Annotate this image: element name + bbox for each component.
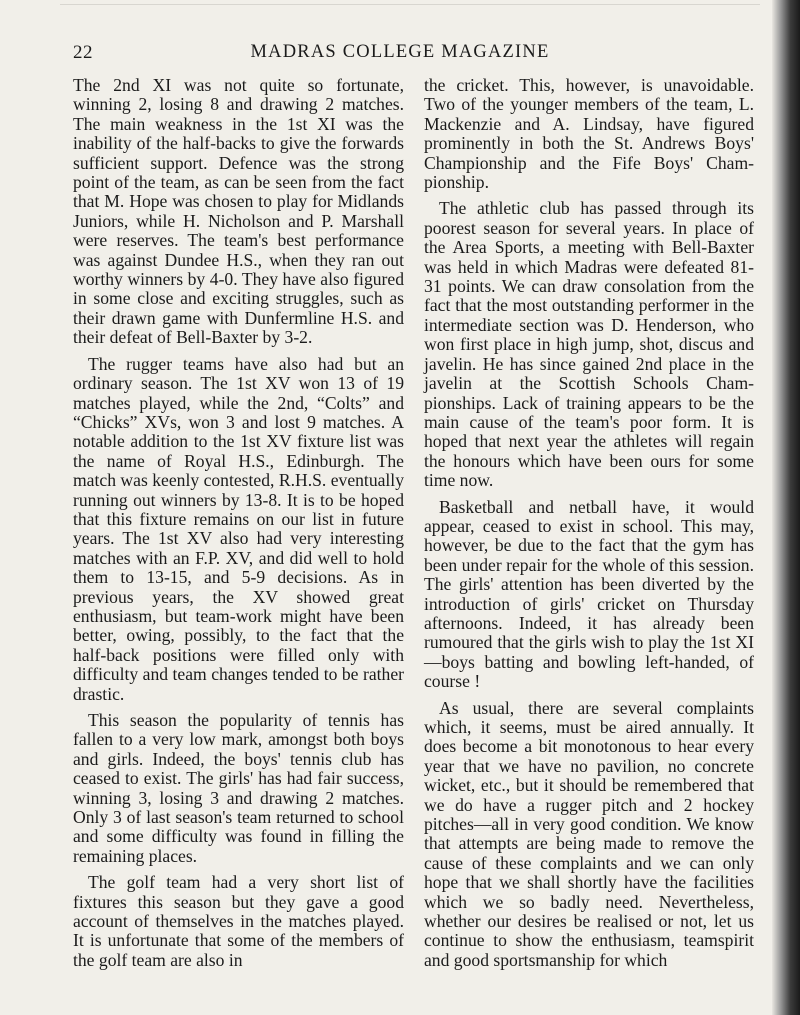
running-title: MADRAS COLLEGE MAGAZINE: [250, 42, 550, 62]
paragraph-golf-continued: the cricket. This, however, is unavoidable. Two of the younger members of the team, L. Mackenzie and A. Lindsay, have figured prominently in both the St. Andrews Boys' Championship and the Fife Boys' Championship.: [424, 75, 754, 193]
paragraph-basketball-netball: Basketball and netball have, it would appear, ceased to exist in school. This may, however, be due to the fact that the gym has been under repair for the whole of this session. The girls' attention has been diverted by the introduction of girls' cricket on Thursday afternoons. Indeed, it has already been rumoured that the girls wish to play the 1st XI—boys batting and bowling left-handed, of course !: [424, 496, 754, 692]
left-column: [73, 76, 404, 977]
paragraph-golf: The golf team had a very short list of fixtures this season but they gave a good account of themselves in the matches played. It is unfortunate that some of the members of the golf team are also in: [73, 872, 404, 970]
page-binding-edge: [772, 0, 800, 1015]
paragraph-football: The 2nd XI was not quite so fortunate, winning 2, losing 8 and drawing 2 matches. The main weakness in the 1st XI was the inability of the half-backs to give the forwards sufficient support. Defence was the strong point of the team, as can be seen from the fact that M. Hope was chosen to play for Midlands Juniors, while H. Nicholson and P. Marshall were reserves. The team's best performance was against Dundee H.S., when they ran out worthy winners by 4-0. They have also figured in some close and exciting struggles, such as their drawn game with Dunfermline H.S. and their defeat of Bell-Baxter by 3-2.: [73, 75, 404, 348]
top-rule: [60, 4, 760, 5]
right-column: [424, 76, 754, 977]
paragraph-athletics: The athletic club has passed through its poorest season for several years. In place of the Area Sports, a meeting with Bell-Baxter was held in which Madras were defeated 81-31 points. We can draw consolation from the fact that the most outstanding performer in the intermediate section was D. Henderson, who won first place in high jump, shot, discus and javelin. He has since gained 2nd place in the javelin at the Scottish Schools Championships. Lack of training appears to be the main cause of the team's poor form. It is hoped that next year the athletes will regain the honours which have been ours for some time now.: [424, 198, 754, 491]
paragraph-complaints: As usual, there are several complaints which, it seems, must be aired annually. It does become a bit monotonous to hear every year that we have no pavilion, no concrete wicket, etc., but it should be remembered that we do have a rugger pitch and 2 hockey pitches—all in very good condition. We know that attempts are being made to remove the cause of these complaints and we can only hope that we shall shortly have the facilities which we so badly need. Nevertheless, whether our desires be realised or not, let us continue to show the enthusiasm, teamspirit and good sportsmanship for which: [424, 697, 754, 970]
paragraph-rugger: The rugger teams have also had but an ordinary season. The 1st XV won 13 of 19 matches played, while the 2nd, “Colts” and “Chicks” XVs, won 3 and lost 9 matches. A notable addition to the 1st XV fixture list was the name of Royal H.S., Edinburgh. The match was keenly contested, R.H.S. eventually running out winners by 13-8. It is to be hoped that this fixture remains on our list in future years. The 1st XV also had very interesting matches with an F.P. XV, and did well to hold them to 13-15, and 5-9 decisions. As in previous years, the XV showed great enthusiasm, but team-work might have been better, owing, possibly, to the fact that the half-back positions were filled only with difficulty and team changes tended to be rather drastic.: [73, 353, 404, 704]
page-number: 22: [73, 42, 93, 63]
paragraph-tennis: This season the popularity of tennis has fallen to a very low mark, amongst both boys and girls. Indeed, the boys' tennis club has ceased to exist. The girls' has had fair success, winning 3, losing 3 and drawing 2 matches. Only 3 of last season's team returned to school and some difficulty was found in filling the remaining places.: [73, 710, 404, 866]
